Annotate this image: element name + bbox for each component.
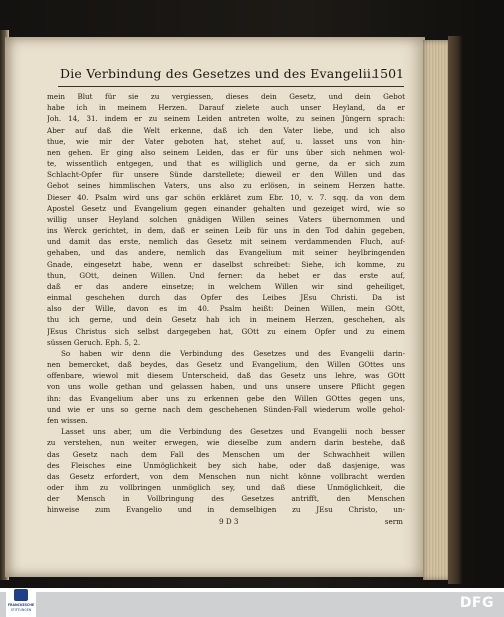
text-line: also der Wille, davon es im 40. Psalm heißt: Deinen Willen, mein GOtt,	[47, 304, 405, 314]
page-foot-line	[47, 516, 405, 527]
text-line: ins Werck gerichtet, in dem, daß er seinen Leib für uns in den Tod dahin gegeben,	[47, 226, 405, 236]
text-line: und damit das erste, nemlich das Gesetz mit seinem verdammenden Fluch, auf-	[47, 237, 405, 247]
text-line: JEsus Christus sich selbst dargegeben hat, GOtt zu einem Opfer und zu einem	[47, 326, 405, 336]
running-header	[60, 66, 404, 86]
text-line: Apostel Gesetz und Evangelium gegen einander gehalten und gezeiget wird, wie so	[47, 203, 405, 213]
text-line: das Gesetz nach dem Fall des Menschen um der Schwachheit willen	[47, 449, 405, 459]
text-line: nen gehen. Er ging also seinem Leiden, das er für uns über sich nehmen wol-	[47, 147, 405, 157]
library-logo[interactable]	[6, 588, 36, 617]
text-line: offenbare, wiewol mit diesem Unterscheid, daß das Gesetz uns lehre, was GOtt	[47, 371, 405, 381]
text-line: zu verstehen, nun weiter erwegen, wie dieselbe zum andern darin bestehe, daß	[47, 438, 405, 448]
text-line: oder ihm zu vollbringen unmöglich sey, und daß diese Unmöglichkeit, die	[47, 483, 405, 493]
catchword: serm	[384, 516, 403, 526]
running-title: Die Verbindung des Gesetzes und des Evangelii.	[60, 66, 376, 81]
text-line: Dieser 40. Psalm wird uns gar schön erkläret zum Ebr. 10, v. 7. sqq. da von dem	[47, 192, 405, 202]
text-line: und wie er uns so gerne nach dem geschehenen Sünden-Fall wiederum wolle gehol-	[47, 404, 405, 414]
text-line: der Mensch in Vollbringung des Gesetzes antrifft, den Menschen	[47, 494, 405, 504]
footer-bar	[0, 592, 504, 617]
text-line: hinweise zum Evangelio und in demselbigen zu JEsu Christo, un-	[47, 505, 405, 515]
text-line: Lasset uns aber, um die Verbindung des Gesetzes und Evangelii noch besser	[61, 427, 405, 437]
text-line: fen wissen.	[47, 415, 88, 425]
text-line: Gebot seines himmlischen Vaters, uns also zu erlösen, in seinem Herzen hatte.	[47, 181, 405, 191]
text-line: te, wissentlich entgegen, und that es williglich und gerne, da er sich zum	[47, 159, 405, 169]
text-line: des Fleisches eine Unmöglichkeit bey sich habe, oder daß dasjenige, was	[47, 460, 405, 470]
text-line: süssen Geruch. Eph. 5, 2.	[47, 337, 141, 347]
text-line: Schlacht-Opfer für unsere Sünde darstellete; dieweil er den Willen und das	[47, 170, 405, 180]
page-fore-edge	[423, 40, 451, 580]
text-line: mein Blut für sie zu vergiessen, dieses dein Gesetz, und dein Gebot	[47, 92, 405, 101]
text-line: nen bemercket, daß beydes, das Gesetz und Evangelium, den Willen GOttes uns	[47, 360, 405, 370]
text-line: willig unser Heyland solchen gnädigen Willen seines Vaters übernommen und	[47, 214, 405, 224]
text-line: Aber auf daß die Welt erkenne, daß ich den Vater liebe, und ich also	[47, 125, 405, 135]
library-emblem-icon	[14, 589, 28, 601]
text-line: von uns wolle gethan und gelassen haben, und uns unsere unsere Pflicht gegen	[47, 382, 405, 392]
text-line: ihn: das Evangelium aber uns zu erkennen gebe den Willen GOttes gegen uns,	[47, 393, 405, 403]
library-subtitle: STIFTUNGEN	[10, 608, 32, 612]
page-number: 1501	[372, 66, 404, 81]
text-line: habe ich in meinem Herzen. Darauf zielete auch unser Heyland, da er	[47, 103, 405, 113]
header-rule	[58, 86, 404, 87]
body-text	[47, 91, 405, 527]
library-name: FRANCKESCHE	[7, 603, 35, 607]
text-line: thun, GOtt, deinen Willen. Und ferner: da hebet er das erste auf,	[47, 270, 405, 280]
text-line: gehaben, und das andere, nemlich das Evangelium mit seiner heylbringenden	[47, 248, 405, 258]
book-cover-board	[448, 36, 462, 584]
text-line: thu ich gerne, und dein Gesetz hab ich in meinem Herzen, geschehen, als	[47, 315, 405, 325]
text-line: thue, wie mir der Vater geboten hat, stehet auf, u. lasset uns von hin-	[47, 136, 405, 146]
viewer-footer	[0, 588, 504, 617]
dfg-logo[interactable]: DFG	[459, 595, 494, 611]
text-line: Joh. 14, 31. indem er zu seinem Leiden antreten wolte, zu seinen Jüngern sprach:	[47, 114, 405, 124]
text-line: daß er das andere einsetze; in welchem Willen wir sind geheiliget,	[47, 281, 405, 291]
signature-mark: 9 D 3	[219, 516, 239, 526]
text-line: So haben wir denn die Verbindung des Gesetzes und des Evangelii darin-	[61, 348, 405, 358]
text-line: Gnade, eingesetzt habe, wenn er daselbst schreibet: Siehe, ich komme, zu	[47, 259, 405, 269]
text-line: einmal geschehen durch das Opfer des Leibes JEsu Christi. Da ist	[47, 293, 405, 303]
text-line: das Gesetz erfordert, von dem Menschen nun nicht könne vollbracht werden	[47, 471, 405, 481]
